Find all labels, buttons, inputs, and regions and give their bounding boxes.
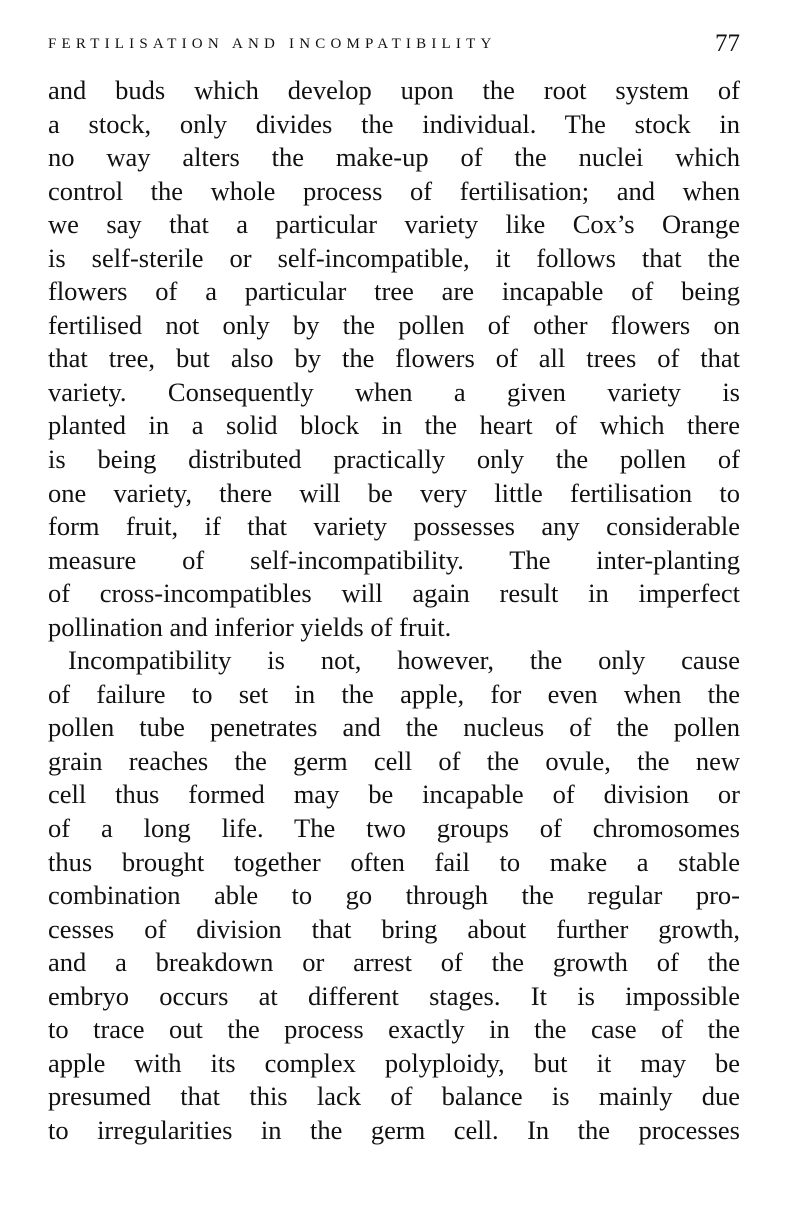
text-line: flowers of a particular tree are incapable of being: [48, 276, 740, 307]
running-title: FERTILISATION AND INCOMPATIBILITY: [48, 36, 497, 52]
text-line: to irregularities in the germ cell. In the processes: [48, 1114, 740, 1145]
text-line: a stock, only divides the individual. The stock in: [48, 108, 740, 139]
text-line: cell thus formed may be incapable of division or: [48, 779, 740, 810]
text-line: form fruit, if that variety possesses any considerable: [48, 511, 740, 542]
text-line: combination able to go through the regular pro-: [48, 880, 740, 911]
text-line: that tree, but also by the flowers of all trees of that: [48, 343, 740, 374]
text-line: planted in a solid block in the heart of which there: [48, 410, 740, 441]
text-line: pollination and inferior yields of fruit.: [48, 611, 452, 642]
text-line: is self-sterile or self-incompatible, it follows that the: [48, 242, 740, 273]
text-line: control the whole process of fertilisation; and when: [48, 175, 740, 206]
text-line: we say that a particular variety like Cox’s Orange: [48, 209, 740, 240]
text-line: apple with its complex polyploidy, but it may be: [48, 1047, 740, 1078]
page-number: 77: [715, 30, 740, 57]
text-line: of failure to set in the apple, for even when the: [48, 678, 740, 709]
text-line: of cross-incompatibles will again result in imperfect: [48, 578, 740, 609]
text-line: Incompatibility is not, however, the only cause: [68, 645, 740, 676]
text-line: measure of self-incompatibility. The inter-planting: [48, 544, 740, 575]
text-line: fertilised not only by the pollen of other flowers on: [48, 309, 740, 340]
text-line: one variety, there will be very little fertilisation to: [48, 477, 740, 508]
text-line: presumed that this lack of balance is mainly due: [48, 1081, 740, 1112]
text-line: no way alters the make-up of the nuclei which: [48, 142, 740, 173]
text-line: embryo occurs at different stages. It is impossible: [48, 980, 740, 1011]
text-line: grain reaches the germ cell of the ovule, the new: [48, 745, 740, 776]
text-line: variety. Consequently when a given variety is: [48, 376, 740, 407]
text-line: of a long life. The two groups of chromosomes: [48, 813, 740, 844]
body-text: [48, 74, 740, 1148]
text-line: is being distributed practically only the pollen of: [48, 444, 740, 475]
text-line: cesses of division that bring about further growth,: [48, 913, 740, 944]
running-header: [48, 30, 740, 60]
text-line: pollen tube penetrates and the nucleus of the pollen: [48, 712, 740, 743]
text-line: to trace out the process exactly in the case of the: [48, 1014, 740, 1045]
text-line: and a breakdown or arrest of the growth of the: [48, 947, 740, 978]
text-line: thus brought together often fail to make a stable: [48, 846, 740, 877]
text-line: and buds which develop upon the root system of: [48, 75, 740, 105]
